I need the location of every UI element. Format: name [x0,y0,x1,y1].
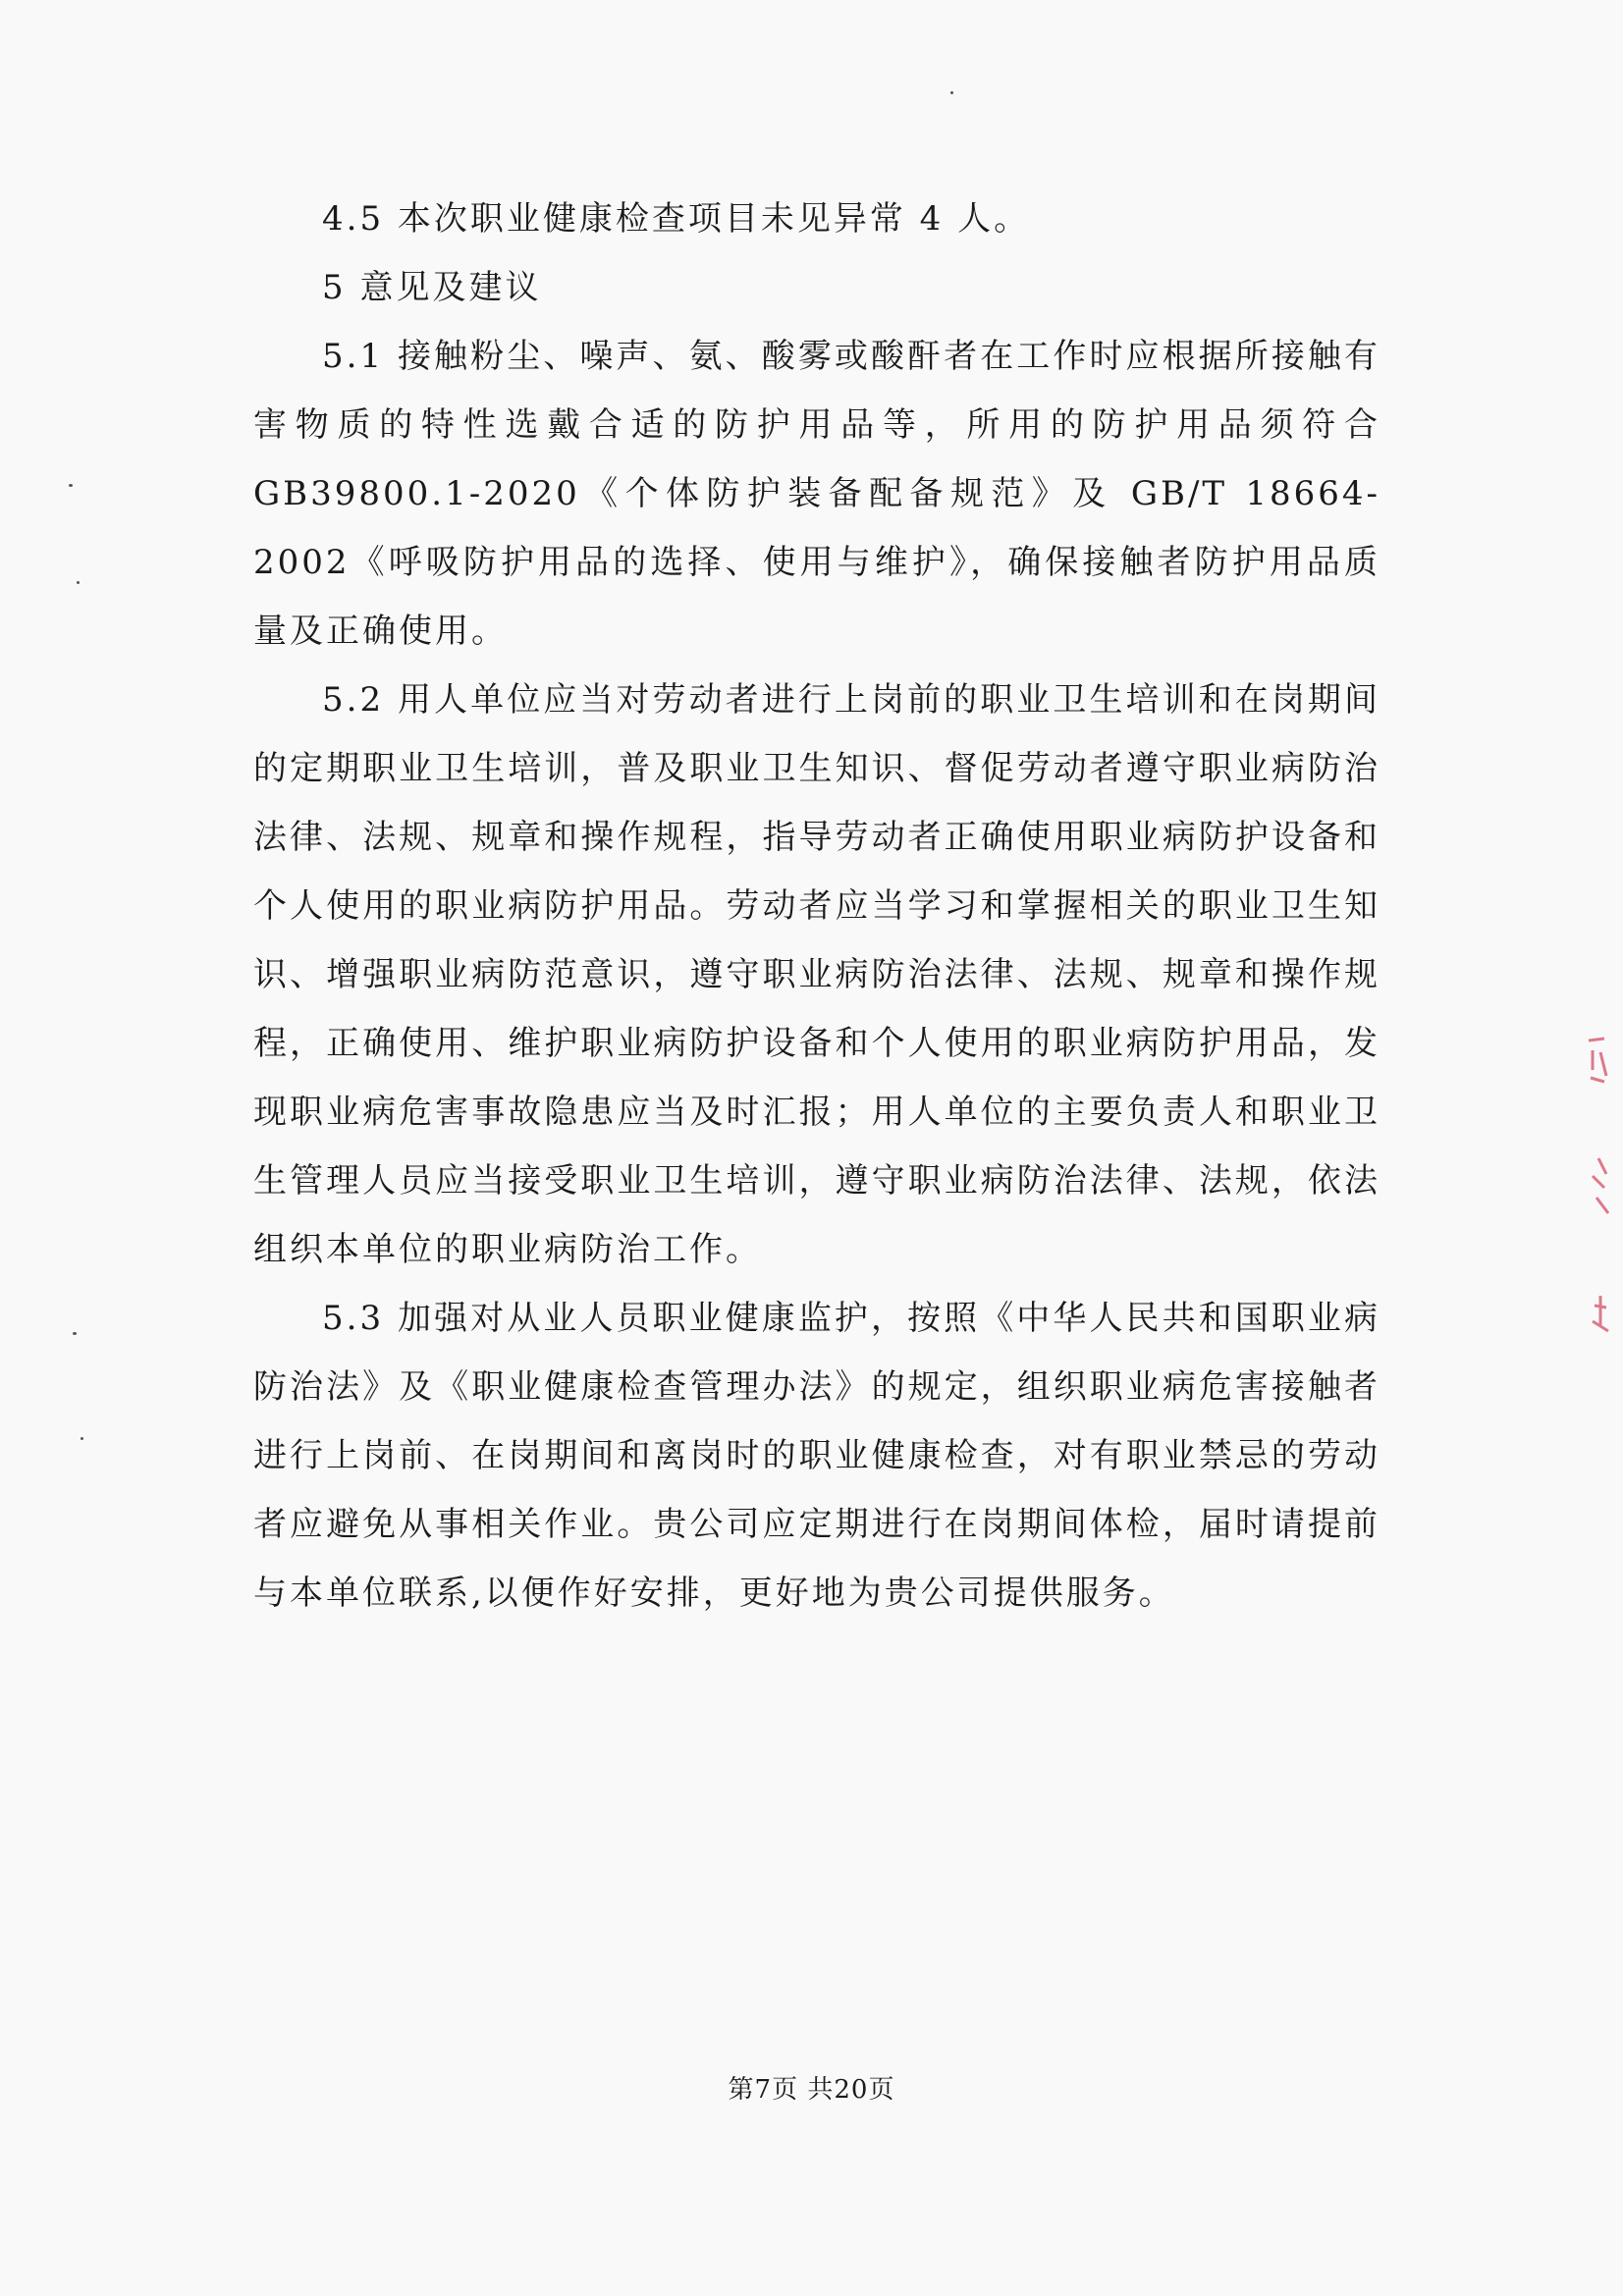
paragraph-5-2: 5.2 用人单位应当对劳动者进行上岗前的职业卫生培训和在岗期间的定期职业卫生培训，普及职业卫生知识、督促劳动者遵守职业病防治法律、法规、规章和操作规程，指导劳动者正确使用职业病防护设备和个人使用的职业病防护用品。劳动者应当学习和掌握相关的职业卫生知识、增强职业病防范意识，遵守职业病防治法律、法规、规章和操作规程，正确使用、维护职业病防护设备和个人使用的职业病防护用品，发现职业病危害事故隐患应当及时汇报；用人单位的主要负责人和职业卫生管理人员应当接受职业卫生培训，遵守职业病防治法律、法规，依法组织本单位的职业病防治工作。 [253,680,1380,1269]
scan-speck [73,1332,77,1335]
page-number-footer: 第7页 共20页 [728,2075,895,2105]
section-heading-5: 5 意见及建议 [322,268,542,307]
document-body [253,185,1380,1628]
scan-speck [69,484,73,487]
paragraph-5-3: 5.3 加强对从业人员职业健康监护，按照《中华人民共和国职业病防治法》及《职业健康检查管理办法》的规定，组织职业病危害接触者进行上岗前、在岗期间和离岗时的职业健康检查，对有职业禁忌的劳动者应避免从事相关作业。贵公司应定期进行在岗期间体检，届时请提前与本单位联系,以便作好安排，更好地为贵公司提供服务。 [253,1299,1380,1613]
paragraph-4-5: 4.5 本次职业健康检查项目未见异常 4 人。 [322,199,1031,239]
paragraph-5-1: 5.1 接触粉尘、噪声、氨、酸雾或酸酐者在工作时应根据所接触有害物质的特性选戴合适的防护用品等，所用的防护用品须符合GB39800.1-2020《个体防护装备配备规范》及 GB/T 18664-2002《呼吸防护用品的选择、使用与维护》，确保接触者防护用品质量及正确使用。 [253,337,1380,651]
scan-speck [77,581,80,584]
scan-speck [81,1437,83,1440]
seal-fragment-icon [1583,1031,1612,1345]
scan-speck [950,91,953,94]
